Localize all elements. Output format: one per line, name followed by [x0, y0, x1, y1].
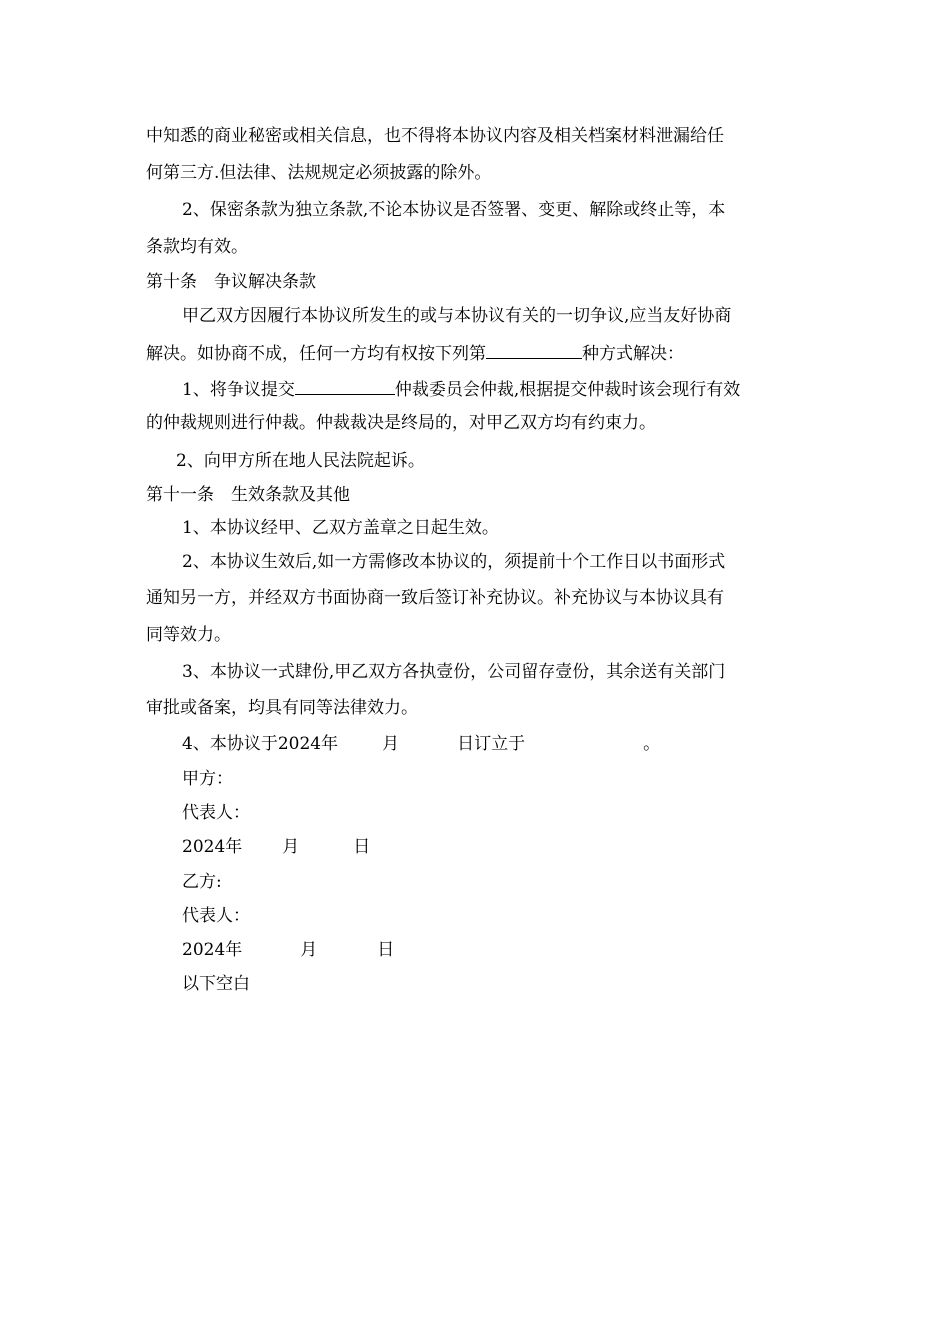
text-segment: 年	[225, 837, 243, 857]
paragraph-line: 2、保密条款为独立条款,不论本协议是否签署、变更、解除或终止等，本	[182, 200, 726, 220]
party-b-date	[182, 938, 394, 962]
article-heading: 第十条 争议解决条款	[146, 272, 316, 292]
paragraph-line: 通知另一方，并经双方书面协商一致后签订补充协议。补充协议与本协议具有	[146, 588, 724, 608]
paragraph-line: 何第三方.但法律、法规规定必须披露的除外。	[146, 163, 492, 183]
text-segment: 1、将争议提交	[182, 380, 295, 400]
paragraph-line: 同等效力。	[146, 625, 231, 645]
year-value: 2024	[277, 734, 322, 754]
text-segment: 日	[353, 837, 371, 857]
party-a-label: 甲方：	[182, 769, 233, 789]
text-segment: 月	[300, 940, 318, 960]
paragraph-line: 3、本协议一式肆份,甲乙双方各执壹份，公司留存壹份，其余送有关部门	[182, 662, 726, 682]
paragraph-line: 中知悉的商业秘密或相关信息，也不得将本协议内容及相关档案材料泄漏给任	[146, 126, 724, 146]
article-heading: 第十一条 生效条款及其他	[146, 485, 350, 505]
text-segment: 月	[382, 734, 400, 754]
text-segment: 年	[225, 940, 243, 960]
fill-in-blank[interactable]	[295, 376, 395, 395]
fill-in-blank[interactable]	[486, 340, 582, 359]
text-segment: 年	[321, 734, 339, 754]
party-b-representative: 代表人：	[182, 906, 250, 926]
year-value: 2024	[182, 940, 226, 960]
paragraph-line: 条款均有效。	[146, 237, 248, 257]
text-segment: 。	[643, 734, 661, 754]
paragraph-line: 1、本协议经甲、乙双方盖章之日起生效。	[182, 518, 499, 538]
year-value: 2024	[182, 837, 226, 857]
text-segment: 解决。如协商不成，任何一方均有权按下列第	[146, 344, 486, 364]
text-segment: 4、本协议于	[182, 734, 278, 754]
paragraph-line	[146, 340, 684, 366]
text-segment: 月	[282, 837, 300, 857]
party-a-date	[182, 835, 370, 859]
text-segment: 日	[377, 940, 395, 960]
text-segment: 仲裁委员会仲裁,根据提交仲裁时该会现行有效	[394, 380, 741, 400]
paragraph-line: 甲乙双方因履行本协议所发生的或与本协议有关的一切争议,应当友好协商	[182, 306, 732, 326]
paragraph-line: 2、向甲方所在地人民法院起诉。	[176, 451, 425, 471]
paragraph-line: 审批或备案，均具有同等法律效力。	[146, 698, 418, 718]
paragraph-line: 的仲裁规则进行仲裁。仲裁裁决是终局的，对甲乙双方均有约束力。	[146, 413, 656, 433]
text-segment: 种方式解决：	[582, 344, 684, 364]
party-b-label: 乙方:	[182, 872, 222, 892]
blank-remainder-note: 以下空白	[182, 974, 250, 994]
paragraph-line: 2、本协议生效后,如一方需修改本协议的，须提前十个工作日以书面形式	[182, 552, 726, 572]
signing-date-line	[182, 732, 660, 756]
paragraph-line	[182, 376, 740, 402]
party-a-representative: 代表人：	[182, 803, 250, 823]
text-segment: 日订立于	[457, 734, 526, 754]
